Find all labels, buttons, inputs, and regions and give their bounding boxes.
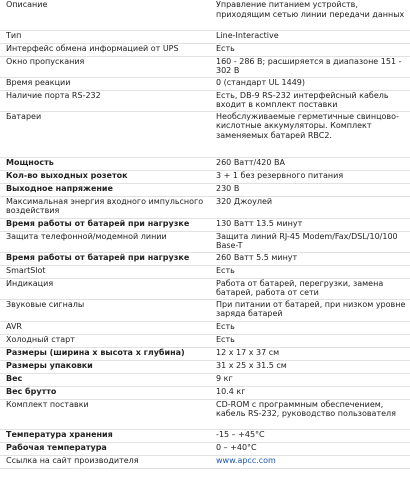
spec-row bbox=[0, 347, 410, 360]
spec-value: Защита линий RJ-45 Modem/Fax/DSL/10/100 Base-T bbox=[213, 231, 410, 252]
spec-label: Холодный старт bbox=[0, 334, 213, 347]
spec-label: Комплект поставки bbox=[0, 399, 213, 429]
spec-label: Звуковые сигналы bbox=[0, 299, 213, 321]
spec-row bbox=[0, 183, 410, 196]
spec-label: AVR bbox=[0, 321, 213, 334]
spec-value: 260 Ватт/420 ВА bbox=[213, 157, 410, 170]
spec-label: Вес брутто bbox=[0, 386, 213, 399]
spec-label: Температура хранения bbox=[0, 429, 213, 442]
spec-row bbox=[0, 373, 410, 386]
spec-label: Выходное напряжение bbox=[0, 183, 213, 196]
spec-value: Есть, DB-9 RS-232 интерфейсный кабель входит в комплект поставки bbox=[213, 90, 410, 111]
spec-value: 12 x 17 x 37 см bbox=[213, 347, 410, 360]
spec-label: Время работы от батарей при нагрузке bbox=[0, 218, 213, 231]
spec-label: Размеры (ширина x высота x глубина) bbox=[0, 347, 213, 360]
spec-label: Кол-во выходных розеток bbox=[0, 170, 213, 183]
spec-label: Максимальная энергия входного импульсного воздействия bbox=[0, 196, 213, 218]
spec-label: Размеры упаковки bbox=[0, 360, 213, 373]
spec-row bbox=[0, 455, 410, 468]
spec-row bbox=[0, 360, 410, 373]
spec-label: Время работы от батарей при нагрузке bbox=[0, 252, 213, 265]
spec-label: Описание bbox=[0, 0, 213, 30]
spec-value: CD-ROM с программным обеспечением, кабель RS-232, руководство пользователя bbox=[213, 399, 410, 429]
spec-row bbox=[0, 111, 410, 157]
spec-row bbox=[0, 321, 410, 334]
spec-value: -15 – +45°C bbox=[213, 429, 410, 442]
spec-label: Наличие порта RS-232 bbox=[0, 90, 213, 111]
spec-value: 160 - 286 В; расширяется в диапазоне 151 - 302 В bbox=[213, 56, 410, 77]
spec-row bbox=[0, 43, 410, 56]
spec-label: Ссылка на сайт производителя bbox=[0, 455, 213, 468]
spec-value: Есть bbox=[213, 321, 410, 334]
spec-value: 320 Джоулей bbox=[213, 196, 410, 218]
spec-row bbox=[0, 231, 410, 252]
spec-row bbox=[0, 56, 410, 77]
spec-row bbox=[0, 429, 410, 442]
spec-value: 0 – +40°C bbox=[213, 442, 410, 455]
spec-label: Вес bbox=[0, 373, 213, 386]
spec-row bbox=[0, 0, 410, 30]
spec-label: Тип bbox=[0, 30, 213, 43]
spec-value: 230 В bbox=[213, 183, 410, 196]
spec-row bbox=[0, 90, 410, 111]
spec-label: Окно пропускания bbox=[0, 56, 213, 77]
spec-value: 260 Ватт 5.5 минут bbox=[213, 252, 410, 265]
spec-row bbox=[0, 265, 410, 278]
spec-label: Интерфейс обмена информацией от UPS bbox=[0, 43, 213, 56]
spec-row bbox=[0, 170, 410, 183]
spec-label: Рабочая температура bbox=[0, 442, 213, 455]
spec-value: При питании от батарей, при низком уровне заряда батарей bbox=[213, 299, 410, 321]
spec-value: Работа от батарей, перегрузки, замена батарей, работа от сети bbox=[213, 278, 410, 299]
spec-value: Line-Interactive bbox=[213, 30, 410, 43]
spec-value: Есть bbox=[213, 43, 410, 56]
spec-row bbox=[0, 442, 410, 455]
spec-label: Индикация bbox=[0, 278, 213, 299]
spec-row bbox=[0, 299, 410, 321]
spec-row bbox=[0, 157, 410, 170]
spec-label: Мощность bbox=[0, 157, 213, 170]
spec-label: Батареи bbox=[0, 111, 213, 157]
spec-row bbox=[0, 196, 410, 218]
spec-value: Управление питанием устройств, приходящим сетью линии передачи данных bbox=[213, 0, 410, 30]
spec-label: Защита телефонной/модемной линии bbox=[0, 231, 213, 252]
spec-label: SmartSlot bbox=[0, 265, 213, 278]
spec-label: Время реакции bbox=[0, 77, 213, 90]
spec-value: 130 Ватт 13.5 минут bbox=[213, 218, 410, 231]
spec-value: Есть bbox=[213, 334, 410, 347]
spec-value: 10.4 кг bbox=[213, 386, 410, 399]
spec-value: 0 (стандарт UL 1449) bbox=[213, 77, 410, 90]
manufacturer-link[interactable]: www.apcc.com bbox=[216, 455, 276, 465]
spec-row bbox=[0, 334, 410, 347]
spec-row bbox=[0, 30, 410, 43]
spec-row bbox=[0, 278, 410, 299]
spec-row bbox=[0, 386, 410, 399]
spec-row bbox=[0, 218, 410, 231]
spec-value: Необслуживаемые герметичные свинцово-кислотные аккумуляторы. Комплект заменяемых батарей RBC2. bbox=[213, 111, 410, 157]
spec-value: 9 кг bbox=[213, 373, 410, 386]
spec-row bbox=[0, 399, 410, 429]
spec-row bbox=[0, 77, 410, 90]
spec-value: Есть bbox=[213, 265, 410, 278]
spec-value: 3 + 1 без резервного питания bbox=[213, 170, 410, 183]
spec-value-cell bbox=[213, 455, 410, 468]
spec-value: 31 x 25 x 31.5 см bbox=[213, 360, 410, 373]
spec-row bbox=[0, 252, 410, 265]
